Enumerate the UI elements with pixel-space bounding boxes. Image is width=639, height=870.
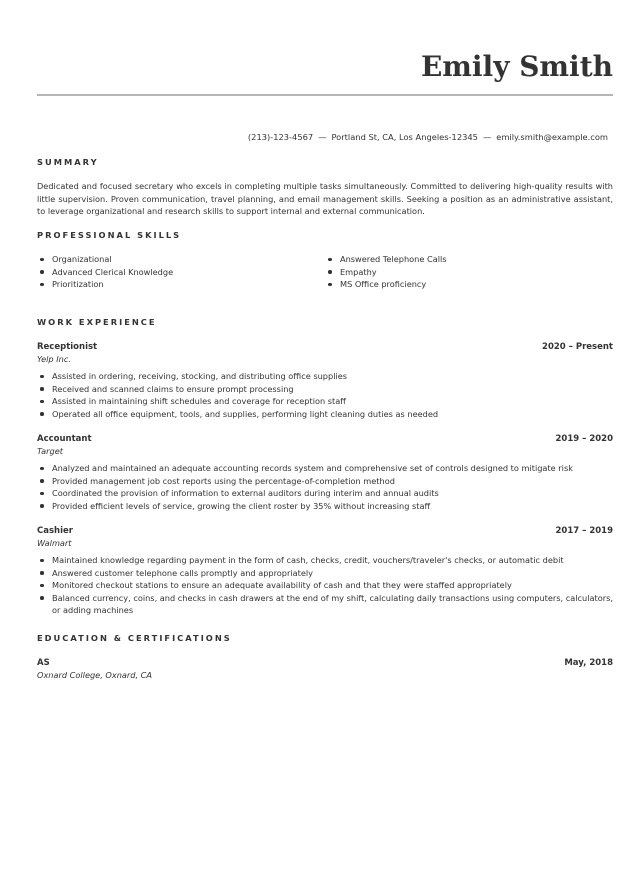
job-bullet: Provided efficient levels of service, growing the client roster by 35% without increasing staff — [37, 500, 613, 513]
degree: AS — [37, 658, 50, 668]
job-bullets — [37, 462, 613, 512]
skills-heading: PROFESSIONAL SKILLS — [37, 230, 182, 240]
skill-item: Answered Telephone Calls — [325, 253, 605, 266]
job-bullet: Received and scanned claims to ensure prompt processing — [37, 383, 613, 396]
skills-list-right — [325, 253, 605, 291]
experience-heading: WORK EXPERIENCE — [37, 317, 157, 327]
job-bullet: Answered customer telephone calls promptly and appropriately — [37, 567, 613, 580]
summary-text: Dedicated and focused secretary who excels in completing multiple tasks simultaneously. Committed to delivering high-quality results with little supervision. Proven communication, travel planning, and email management skills. Seeking a position as an administrative assistant, to leverage organizational and research skills to support internal and external communication. — [37, 181, 613, 216]
contact-email[interactable]: emily.smith@example.com — [496, 132, 608, 142]
job-bullet: Maintained knowledge regarding payment in the form of cash, checks, credit, vouchers/traveler's checks, or automatic debit — [37, 554, 613, 567]
skills-list-left — [37, 253, 317, 291]
contact-phone: (213)-123-4567 — [247, 132, 314, 142]
school: Oxnard College, Oxnard, CA — [37, 670, 152, 680]
job-bullet: Balanced currency, coins, and checks in cash drawers at the end of my shift, calculating daily transactions using computers, calculators, or adding machines — [37, 592, 613, 617]
education-date: May, 2018 — [564, 658, 613, 668]
job-company: Walmart — [37, 538, 72, 548]
job-company: Target — [37, 446, 63, 456]
job-bullets — [37, 554, 613, 617]
summary-heading: SUMMARY — [37, 157, 99, 167]
skill-item: MS Office proficiency — [325, 278, 605, 291]
job-dates: 2017 – 2019 — [555, 526, 613, 536]
skill-item: Organizational — [37, 253, 317, 266]
header-divider — [37, 94, 613, 96]
skill-item: Advanced Clerical Knowledge — [37, 266, 317, 279]
job-bullet: Coordinated the provision of information to external auditors during interim and annual audits — [37, 487, 613, 500]
contact-separator: — — [318, 132, 327, 142]
job-bullets — [37, 370, 613, 420]
job-entry-receptionist — [37, 341, 613, 420]
job-bullet: Operated all office equipment, tools, and supplies, performing light cleaning duties as needed — [37, 408, 613, 421]
job-bullet: Analyzed and maintained an adequate accounting records system and comprehensive set of controls designed to mitigate risk — [37, 462, 613, 475]
skill-item: Prioritization — [37, 278, 317, 291]
job-dates: 2019 – 2020 — [555, 434, 613, 444]
job-entry-cashier — [37, 525, 613, 617]
job-bullet: Monitored checkout stations to ensure an adequate availability of cash and that they were staffed appropriately — [37, 579, 613, 592]
job-title: Receptionist — [37, 342, 98, 352]
skill-item: Empathy — [325, 266, 605, 279]
education-heading: EDUCATION & CERTIFICATIONS — [37, 633, 232, 643]
job-title: Cashier — [37, 526, 73, 536]
job-dates: 2020 – Present — [542, 342, 613, 352]
job-bullet: Provided management job cost reports using the percentage-of-completion method — [37, 475, 613, 488]
contact-address: Portland St, CA, Los Angeles-12345 — [331, 132, 478, 142]
job-company: Yelp Inc. — [37, 354, 71, 364]
job-bullet: Assisted in maintaining shift schedules and coverage for reception staff — [37, 395, 613, 408]
contact-separator: — — [482, 132, 492, 142]
education-entry — [37, 657, 613, 686]
candidate-name: Emily Smith — [420, 50, 613, 83]
job-title: Accountant — [37, 434, 92, 444]
job-entry-accountant — [37, 433, 613, 512]
contact-line — [248, 131, 608, 143]
job-bullet: Assisted in ordering, receiving, stocking, and distributing office supplies — [37, 370, 613, 383]
